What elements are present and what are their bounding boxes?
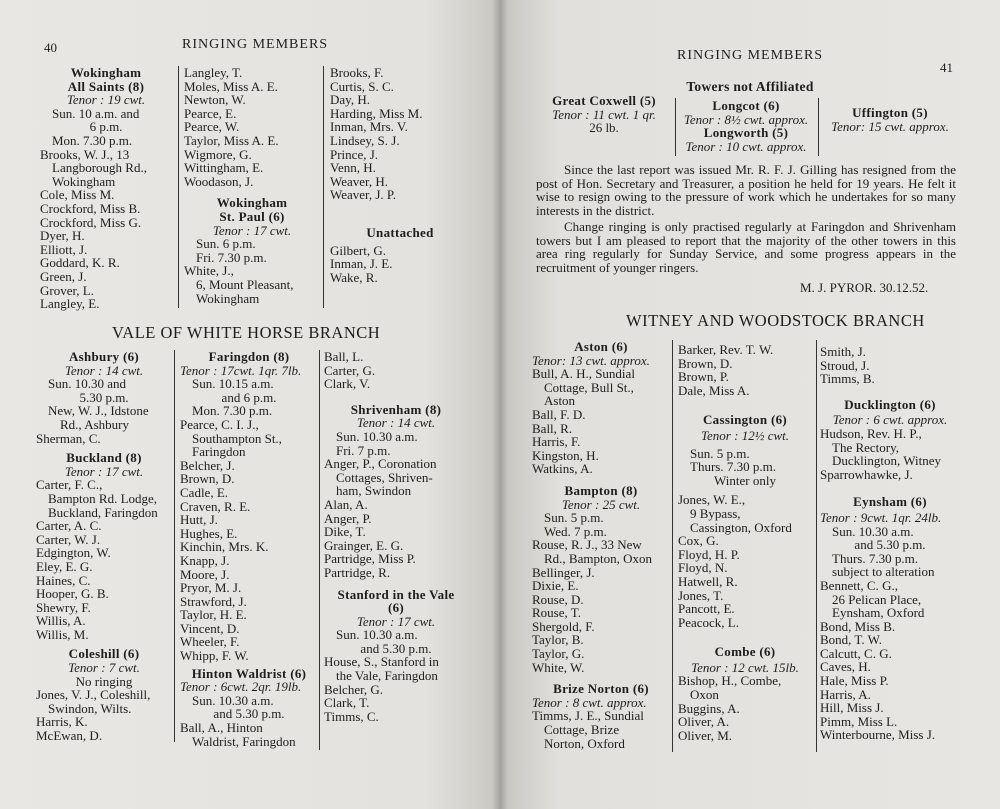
tenor-line: Tenor : 6 cwt. approx. [832, 412, 948, 428]
service-line: Sun. 10.30 a.m. [336, 627, 418, 643]
member-entry: Green, J. [40, 268, 87, 284]
tower-heading: Buckland (8) [66, 450, 142, 466]
practice-line: subject to alteration [832, 564, 935, 580]
tenor-line: Tenor: 15 cwt. approx. [831, 118, 949, 134]
member-entry: Langley, T. [184, 65, 243, 80]
bottom-column-1 [532, 340, 670, 750]
tower-heading: Coleshill (6) [68, 646, 140, 662]
tenor-line: Tenor : 6cwt. 2qr. 19lb. [180, 679, 302, 695]
tenor-line: Tenor : 8½ cwt. approx. [683, 111, 809, 127]
member-entry: Inman, Mrs. V. [330, 119, 408, 135]
tower-heading: Hinton Waldrist (6) [191, 665, 307, 681]
member-entry: Harris, K. [36, 714, 88, 730]
member-entry: Jones, W. E., [678, 492, 746, 508]
member-entry: Dyer, H. [40, 228, 85, 244]
member-entry: Clark, V. [324, 376, 371, 392]
tower-heading: St. Paul (6) [219, 208, 285, 224]
tenor-line: Tenor : 17 cwt. [356, 613, 436, 629]
practice-line: Mon. 7.30 p.m. [52, 132, 133, 148]
service-line: and 6 p.m. [221, 389, 277, 405]
member-address: 26 Pelican Place, [832, 591, 922, 607]
member-entry: Smith, J. [820, 344, 866, 359]
tower-heading: Ashbury (6) [68, 349, 140, 364]
member-entry: Shergold, F. [532, 618, 595, 634]
member-entry: Harris, A. [820, 686, 871, 702]
book-gutter [492, 0, 508, 809]
tenor-line: Tenor : 14 cwt. [356, 415, 436, 431]
member-address: Waldrist, Faringdon [192, 733, 296, 749]
member-entry: Knapp, J. [180, 552, 230, 568]
service-line: 5.30 p.m. [79, 389, 129, 405]
member-entry: Hale, Miss P. [820, 673, 889, 689]
member-entry: Rouse, R. J., 33 New [532, 537, 642, 553]
tenor-line: Tenor: 13 cwt. approx. [532, 352, 650, 368]
member-address: Cottage, Brize [544, 722, 620, 738]
service-line: and 5.30 p.m. [360, 640, 432, 656]
member-entry: Timms, B. [820, 371, 875, 387]
member-entry: Ball, F. D. [532, 406, 586, 422]
member-entry: Timms, J. E., Sundial [532, 708, 644, 724]
member-entry: Moles, Miss A. E. [184, 78, 278, 94]
member-address: Oxon [690, 687, 719, 703]
member-address: Bampton Rd. Lodge, [48, 490, 158, 506]
running-head: RINGING MEMBERS [182, 37, 329, 52]
member-entry: Hudson, Rev. H. P., [820, 425, 922, 441]
service-line: 6 p.m. [89, 119, 123, 135]
member-entry: Curtis, S. C. [330, 78, 394, 94]
member-entry: Hughes, E. [180, 525, 238, 541]
service-line: Sun. 10.15 a.m. [192, 376, 274, 392]
towers-column-1 [534, 94, 674, 135]
member-entry: Caves, H. [820, 659, 871, 675]
towers-not-affiliated-heading: Towers not Affiliated [686, 79, 814, 94]
member-entry: Crockford, Miss B. [40, 200, 141, 216]
member-entry: Venn, H. [330, 160, 376, 176]
tower-heading: Wokingham [70, 65, 142, 80]
page-number: 41 [940, 60, 953, 75]
column-rule [816, 340, 817, 752]
practice-line: Wed. 7 p.m. [544, 523, 607, 539]
member-address: Wokingham [52, 173, 116, 189]
member-entry: White, J., [184, 263, 234, 279]
service-line: Sun. 10.30 a.m. [336, 428, 418, 444]
member-entry: Belcher, G. [324, 681, 384, 697]
member-entry: Dixie, E. [532, 578, 579, 594]
member-entry: Carter, A. C. [36, 518, 102, 534]
member-address: the Vale, Faringdon [336, 668, 438, 684]
member-entry: Dale, Miss A. [678, 382, 750, 398]
service-line: Sun. 5 p.m. [544, 510, 604, 526]
member-entry: Inman, J. E. [330, 256, 393, 272]
column-rule [818, 98, 819, 156]
bottom-column-1 [36, 350, 172, 743]
member-entry: Grainger, E. G. [324, 537, 404, 553]
practice-line: Mon. 7.30 p.m. [192, 403, 273, 419]
tenor-line: Tenor : 17cwt. 1qr. 7lb. [180, 362, 302, 378]
member-entry: Dike, T. [324, 524, 366, 540]
member-address: Buckland, Faringdon [48, 504, 158, 520]
member-entry: Anger, P., Coronation [324, 456, 437, 472]
member-entry: Clark, T. [324, 695, 370, 711]
member-entry: Vincent, D. [180, 620, 240, 636]
tenor-line: Tenor : 12½ cwt. [701, 427, 789, 443]
bottom-column-3 [820, 345, 960, 742]
member-entry: Pancott, E. [678, 601, 735, 617]
member-address: Rd., Bampton, Oxon [544, 550, 652, 566]
member-entry: Pearce, W. [184, 119, 240, 135]
service-line: Sun. 5 p.m. [690, 445, 750, 461]
member-entry: Belcher, J. [180, 457, 235, 473]
member-entry: Taylor, Miss A. E. [184, 132, 279, 148]
member-entry: Willis, A. [36, 613, 86, 629]
top-column-2 [184, 66, 320, 305]
tenor-line: Tenor : 19 cwt. [66, 92, 146, 108]
member-entry: Moore, J. [180, 566, 230, 582]
member-entry: Whipp, F. W. [180, 648, 249, 664]
member-address: Wokingham [196, 290, 260, 306]
member-entry: Willis, M. [36, 626, 89, 642]
member-entry: Floyd, H. P. [678, 546, 740, 562]
member-entry: Wittingham, E. [184, 160, 264, 176]
tower-heading: Great Coxwell (5) [552, 93, 656, 108]
branch-title: VALE OF WHITE HORSE BRANCH [112, 323, 381, 342]
service-line: Sun. 6 p.m. [196, 236, 256, 252]
column-rule [675, 98, 676, 156]
column-rule [178, 66, 179, 308]
member-entry: Day, H. [330, 92, 370, 108]
member-entry: Pimm, Miss L. [820, 713, 898, 729]
member-entry: Taylor, B. [532, 632, 584, 648]
tenor-line: Tenor : 17 cwt. [64, 463, 144, 479]
member-entry: Cadle, E. [180, 484, 229, 500]
member-entry: Jones, T. [678, 587, 724, 603]
tenor-line: Tenor : 12 cwt. 15lb. [691, 659, 799, 675]
member-entry: Hill, Miss J. [820, 700, 884, 716]
member-entry: Wigmore, G. [184, 146, 252, 162]
member-address: 9 Bypass, [690, 505, 741, 521]
member-entry: Crockford, Miss G. [40, 214, 142, 230]
member-entry: Bond, Miss B. [820, 618, 896, 634]
member-entry: Bennett, C. G., [820, 577, 898, 593]
running-head: RINGING MEMBERS [677, 48, 824, 63]
member-entry: Taylor, H. E. [180, 607, 247, 623]
member-entry: Newton, W. [184, 92, 246, 108]
member-address: Cassington, Oxford [690, 519, 792, 535]
member-entry: Harris, F. [532, 434, 581, 450]
member-entry: Brown, D. [678, 355, 733, 371]
bottom-column-2 [180, 350, 318, 748]
member-entry: Strawford, J. [180, 593, 247, 609]
member-entry: Jones, V. J., Coleshill, [36, 687, 151, 703]
member-entry: Ball, A., Hinton [180, 720, 263, 736]
member-entry: Barker, Rev. T. W. [678, 342, 774, 357]
member-entry: Grover, L. [40, 282, 94, 298]
tower-heading: Shrivenham (8) [350, 401, 442, 417]
member-entry: Brooks, W. J., 13 [40, 146, 130, 162]
service-line: and 5.30 p.m. [213, 706, 285, 722]
member-entry: Eley, E. G. [36, 558, 93, 574]
member-entry: Ball, L. [324, 349, 364, 364]
member-entry: Wake, R. [330, 269, 378, 285]
tower-heading: Eynsham (6) [853, 494, 927, 510]
member-entry: Anger, P. [324, 510, 372, 526]
member-entry: Langley, E. [40, 296, 100, 312]
tower-heading: All Saints (8) [67, 78, 145, 94]
member-entry: Weaver, H. [330, 173, 388, 189]
member-address: 6, Mount Pleasant, [196, 276, 294, 292]
member-address: Cottages, Shriven- [336, 469, 433, 485]
member-entry: Weaver, J. P. [330, 187, 396, 203]
member-entry: Brown, D. [180, 471, 235, 487]
member-entry: Woodason, J. [184, 173, 254, 189]
member-entry: Peacock, L. [678, 614, 740, 630]
member-entry: Carter, G. [324, 362, 376, 378]
tower-heading: Aston (6) [574, 339, 628, 354]
member-entry: Brooks, F. [330, 65, 384, 80]
tower-heading: Faringdon (8) [208, 349, 290, 364]
member-address: The Rectory, [832, 439, 900, 455]
member-entry: Cox, G. [678, 533, 719, 549]
member-entry: McEwan, D. [36, 728, 103, 744]
member-entry: Hooper, G. B. [36, 586, 109, 602]
tenor-line: Tenor : 8 cwt. approx. [532, 694, 647, 710]
member-entry: New, W. J., Idstone [48, 403, 149, 419]
tenor-line: 26 lb. [589, 120, 619, 136]
practice-line: Thurs. 7.30 p.m. [832, 550, 918, 566]
member-entry: Cole, Miss M. [40, 187, 115, 203]
column-rule [323, 66, 324, 308]
member-entry: White, W. [532, 659, 585, 675]
tenor-line: Tenor : 17 cwt. [212, 222, 292, 238]
tower-heading: Uffington (5) [852, 105, 928, 120]
tower-heading: Ducklington (6) [844, 396, 936, 412]
member-entry: Wheeler, F. [180, 634, 240, 650]
practice-line: Thurs. 7.30 p.m. [690, 459, 776, 475]
member-entry: Kinchin, Mrs. K. [180, 539, 269, 555]
practice-line: Fri. 7 p.m. [336, 442, 391, 458]
tower-heading: Cassington (6) [702, 412, 787, 428]
member-entry: Rouse, D. [532, 591, 584, 607]
member-entry: Brown, P. [678, 369, 729, 385]
member-entry: Harding, Miss M. [330, 105, 423, 121]
member-address: Faringdon [192, 444, 246, 460]
practice-line: Winter only [714, 472, 776, 488]
member-address: Cottage, Bull St., [544, 379, 634, 395]
member-entry: Carter, F. C., [36, 477, 103, 493]
tower-heading: Stanford in the Vale [337, 586, 455, 602]
tenor-line: Tenor : 25 cwt. [561, 496, 641, 512]
member-entry: Pearce, C. I. J., [180, 416, 259, 432]
practice-line: No ringing [75, 673, 133, 689]
member-entry: Craven, R. E. [180, 498, 251, 514]
member-address: Aston [544, 393, 576, 409]
member-entry: Sherman, C. [36, 430, 101, 446]
member-entry: Partridge, R. [324, 564, 391, 580]
member-entry: Haines, C. [36, 572, 91, 588]
column-rule [672, 340, 673, 752]
tower-heading: (6) [387, 600, 405, 616]
member-address: Southampton St., [192, 430, 282, 446]
member-entry: Taylor, G. [532, 646, 585, 662]
top-column-1 [40, 66, 172, 311]
member-entry: Goddard, K. R. [40, 255, 120, 271]
member-entry: Alan, A. [324, 496, 368, 512]
member-entry: Partridge, Miss P. [324, 551, 416, 567]
member-entry: Prince, J. [330, 146, 379, 162]
member-entry: Hutt, J. [180, 512, 218, 528]
service-line: Sun. 10.30 a.m. [192, 692, 274, 708]
service-line: Sun. 10.30 and [48, 376, 126, 392]
member-address: Norton, Oxford [544, 735, 625, 751]
member-entry: Pryor, M. J. [180, 580, 242, 596]
member-entry: Kingston, H. [532, 447, 599, 463]
tenor-line: Tenor : 7 cwt. [68, 660, 140, 676]
member-entry: Oliver, M. [678, 727, 732, 743]
member-entry: Shewry, F. [36, 599, 91, 615]
report-paragraph-1: Since the last report was issued Mr. R. F. J. Gilling has resigned from the post of Hon. Secretary and Treasurer, a position he held for 19 years. He felt it wise to resign owing to the pressure of work which he undertakes for so many interests in the district. [536, 162, 956, 218]
top-column-3 [330, 66, 470, 284]
section-heading: Unattached [366, 224, 434, 240]
service-line: and 5.30 p.m. [854, 537, 926, 553]
tower-heading: Longcot (6) [712, 98, 780, 113]
member-entry: Winterbourne, Miss J. [820, 727, 936, 743]
member-entry: Oliver, A. [678, 714, 730, 730]
bottom-column-3 [324, 350, 468, 723]
signature: M. J. PYROR. 30.12.52. [800, 280, 929, 295]
tower-heading: Wokingham [216, 195, 288, 211]
member-entry: Bishop, H., Combe, [678, 673, 782, 689]
member-entry: Calcutt, C. G. [820, 645, 892, 661]
towers-column-3 [822, 106, 958, 133]
member-entry: Sparrowhawke, J. [820, 466, 913, 482]
page-number: 40 [44, 40, 57, 55]
member-address: Langborough Rd., [52, 160, 147, 176]
bottom-column-2 [678, 343, 812, 742]
service-line: Sun. 10 a.m. and [52, 105, 140, 121]
tower-heading: Combe (6) [714, 644, 776, 660]
towers-column-2 [680, 99, 812, 153]
member-entry: Hatwell, R. [678, 573, 738, 589]
right-page [500, 0, 1000, 809]
member-entry: Elliott, J. [40, 241, 88, 257]
member-entry: Watkins, A. [532, 461, 593, 477]
tenor-line: Tenor : 10 cwt. approx. [685, 138, 807, 154]
report-paragraph-2: Change ringing is only practised regularly at Faringdon and Shrivenham towers but I am pleased to report that the majority of the other towers in this area ring regularly for Sunday Service, and some progress appears in the recruitment of younger ringers. [536, 219, 956, 275]
member-entry: Rouse, T. [532, 605, 581, 621]
member-entry: Floyd, N. [678, 560, 728, 576]
member-entry: Gilbert, G. [330, 242, 386, 258]
column-rule [174, 350, 175, 742]
member-entry: House, S., Stanford in [324, 654, 439, 670]
member-entry: Ball, R. [532, 420, 573, 436]
member-entry: Bellinger, J. [532, 564, 595, 580]
tenor-line: Tenor : 14 cwt. [64, 362, 144, 378]
member-entry: Pearce, E. [184, 105, 237, 121]
tower-heading: Brize Norton (6) [553, 681, 649, 697]
member-address: ham, Swindon [336, 483, 412, 499]
tenor-line: Tenor : 9cwt. 1qr. 24lb. [820, 509, 942, 525]
member-address: Ducklington, Witney [832, 453, 942, 469]
member-entry: Timms, C. [324, 708, 379, 724]
member-entry: Carter, W. J. [36, 531, 101, 547]
tower-heading: Bampton (8) [564, 482, 638, 498]
member-entry: Edgington, W. [36, 545, 111, 561]
member-address: Swindon, Wilts. [48, 700, 132, 716]
member-address: Rd., Ashbury [60, 416, 129, 432]
column-rule [319, 350, 320, 750]
member-entry: Bull, A. H., Sundial [532, 366, 635, 382]
practice-line: Fri. 7.30 p.m. [196, 249, 267, 265]
tenor-line: Tenor : 11 cwt. 1 qr. [552, 106, 656, 122]
branch-title: WITNEY AND WOODSTOCK BRANCH [626, 311, 925, 330]
service-line: Sun. 10.30 a.m. [832, 523, 914, 539]
member-entry: Buggins, A. [678, 700, 740, 716]
member-entry: Stroud, J. [820, 357, 870, 373]
tower-heading: Longworth (5) [703, 125, 789, 141]
member-entry: Bond, T. W. [820, 632, 883, 648]
member-address: Eynsham, Oxford [832, 605, 925, 621]
member-entry: Lindsey, S. J. [330, 132, 400, 148]
